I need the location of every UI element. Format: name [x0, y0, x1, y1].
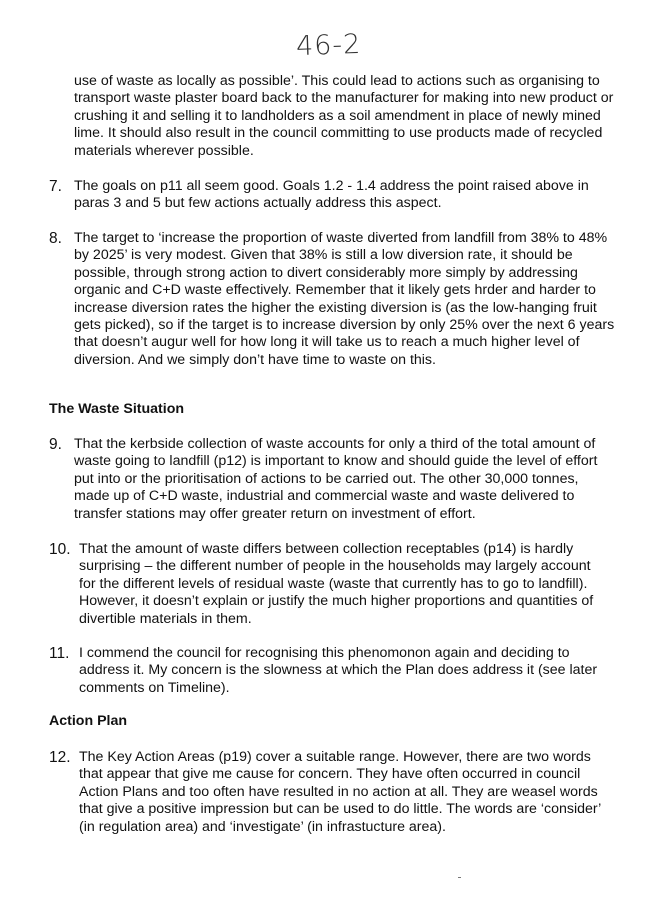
scan-speck — [458, 877, 461, 878]
item-text: The target to ‘increase the proportion of waste diverted from landfill from 38% to 48% by 2025’ is very modest. Given that 38% is still a low diversion rate, it should be possible, through strong action to divert considerably more simply by addressing organic and C+D waste effectively. Remember that it likely gets hrder and harder to increase diversion rates the higher the existing diversion is (as the low-hanging fruit gets picked), so if the target is to increase diversion by only 25% over the next 6 years that doesn’t augur well for how long it will take us to reach a much higher level of diversion. And we simply don’t have time to waste on this. — [74, 230, 615, 368]
intro-paragraph: use of waste as locally as possible’. This could lead to actions such as organising to transport waste plaster board back to the manufacturer for making into new product or crushing it and selling it to landholders as a soil amendment in place of newly mined lime. It should also result in the council committing to use products made of recycled materials wherever possible. — [74, 73, 614, 159]
item-number: 8. — [49, 230, 62, 247]
item-number: 10. — [49, 541, 71, 558]
item-text: The goals on p11 all seem good. Goals 1.2 - 1.4 address the point raised above in paras 3 and 5 but few actions actually address this aspect. — [74, 178, 589, 212]
item-text: That the kerbside collection of waste accounts for only a third of the total amount of waste going to landfill (p12) is important to know and should guide the level of effort put into or the prioritisation of actions to be carried out. The other 30,000 tonnes, made up of C+D waste, industrial and commercial waste and waste delivered to transfer stations may offer greater return on investment of effort. — [74, 436, 598, 522]
item-number: 11. — [49, 645, 70, 662]
item-text: That the amount of waste differs between collection receptables (p14) is hardly surprising – the different number of people in the households may largely account for the different levels of residual waste (waste that currently has to go to landfill). However, it doesn’t explain or justify the much higher proportions and quantities of divertible materials in them. — [79, 541, 594, 627]
handwritten-page-number: 46-2 — [295, 28, 362, 63]
item-number: 9. — [49, 436, 62, 453]
section-heading: The Waste Situation — [49, 401, 185, 417]
item-number: 7. — [49, 178, 62, 195]
item-text: The Key Action Areas (p19) cover a suitable range. However, there are two words that appear that give me cause for concern. They have often occurred in council Action Plans and too often have resulted in no action at all. They are weasel words that give a positive impression but can be used to do little. The words are ‘consider’ (in regulation area) and ‘investigate’ (in infrastucture area). — [79, 749, 601, 835]
section-heading: Action Plan — [49, 713, 128, 729]
item-text: I commend the council for recognising this phenomonon again and deciding to address it. My concern is the slowness at which the Plan does address it (see later comments on Timeline). — [79, 645, 598, 696]
item-number: 12. — [49, 749, 71, 766]
